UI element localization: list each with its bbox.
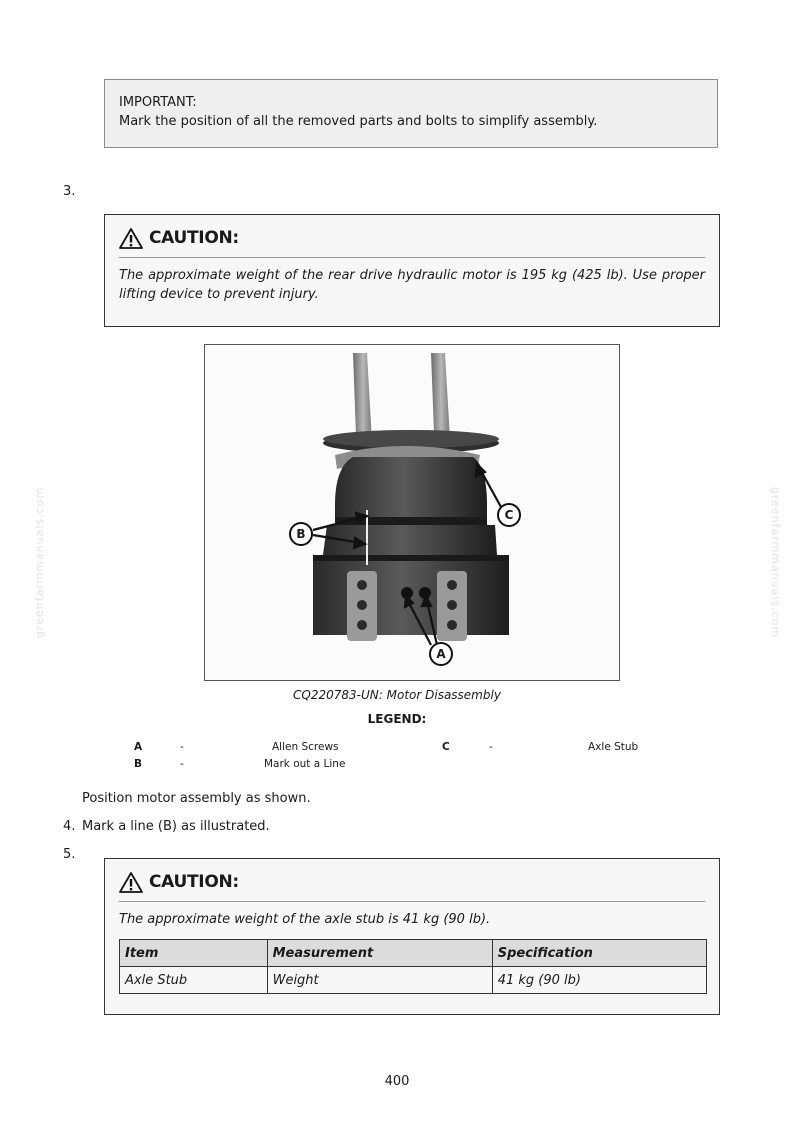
caution-title: CAUTION: — [149, 228, 239, 248]
step-5-number: 5. — [63, 847, 76, 862]
watermark-left: greenfarmmanuals.com — [33, 486, 47, 639]
legend-dash-b: - — [180, 758, 184, 770]
position-instruction: Position motor assembly as shown. — [82, 791, 311, 806]
table-header-measurement: Measurement — [267, 940, 492, 967]
legend-title: LEGEND: — [367, 712, 427, 726]
step-3-number: 3. — [63, 184, 76, 199]
motor-photo — [204, 344, 620, 681]
important-label: IMPORTANT: — [119, 95, 197, 110]
callout-a: A — [429, 642, 453, 666]
page-number: 400 — [384, 1074, 410, 1089]
warning-triangle-icon — [119, 227, 143, 249]
table-header-row — [120, 940, 707, 967]
table-header-item: Item — [120, 940, 268, 967]
table-cell-specification: 41 kg (90 lb) — [492, 967, 706, 994]
caution-header — [119, 227, 705, 258]
legend-dash-a: - — [180, 741, 184, 753]
legend-text-c: Axle Stub — [588, 741, 639, 753]
legend-text-b: Mark out a Line — [264, 758, 346, 770]
caution-header — [119, 871, 705, 902]
caution-title: CAUTION: — [149, 872, 239, 892]
caution-box-axle — [104, 858, 720, 1015]
warning-triangle-icon — [119, 871, 143, 893]
legend-key-b: B — [134, 758, 143, 770]
legend-dash-c: - — [489, 741, 493, 753]
figure-caption: CQ220783-UN: Motor Disassembly — [293, 688, 501, 702]
motor-illustration — [205, 345, 618, 679]
caution-text: The approximate weight of the axle stub is 41 kg (90 lb). — [119, 912, 491, 927]
legend-key-c: C — [442, 741, 450, 753]
important-note — [104, 79, 718, 148]
table-cell-measurement: Weight — [267, 967, 492, 994]
legend-key-a: A — [134, 741, 143, 753]
table-cell-item: Axle Stub — [120, 967, 268, 994]
step-4-text: Mark a line (B) as illustrated. — [82, 819, 270, 834]
spec-table — [119, 939, 707, 994]
table-row — [120, 967, 707, 994]
legend-text-a: Allen Screws — [272, 741, 339, 753]
important-text: Mark the position of all the removed parts and bolts to simplify assembly. — [119, 114, 598, 129]
callout-c: C — [497, 503, 521, 527]
caution-text: The approximate weight of the rear drive hydraulic motor is 195 kg (425 lb). Use proper lifting device to prevent injury. — [119, 268, 705, 302]
table-header-specification: Specification — [492, 940, 706, 967]
caution-box-motor — [104, 214, 720, 327]
callout-b: B — [289, 522, 313, 546]
step-4-number: 4. — [63, 819, 76, 834]
watermark-right: greenfarmmanuals.com — [769, 486, 783, 639]
